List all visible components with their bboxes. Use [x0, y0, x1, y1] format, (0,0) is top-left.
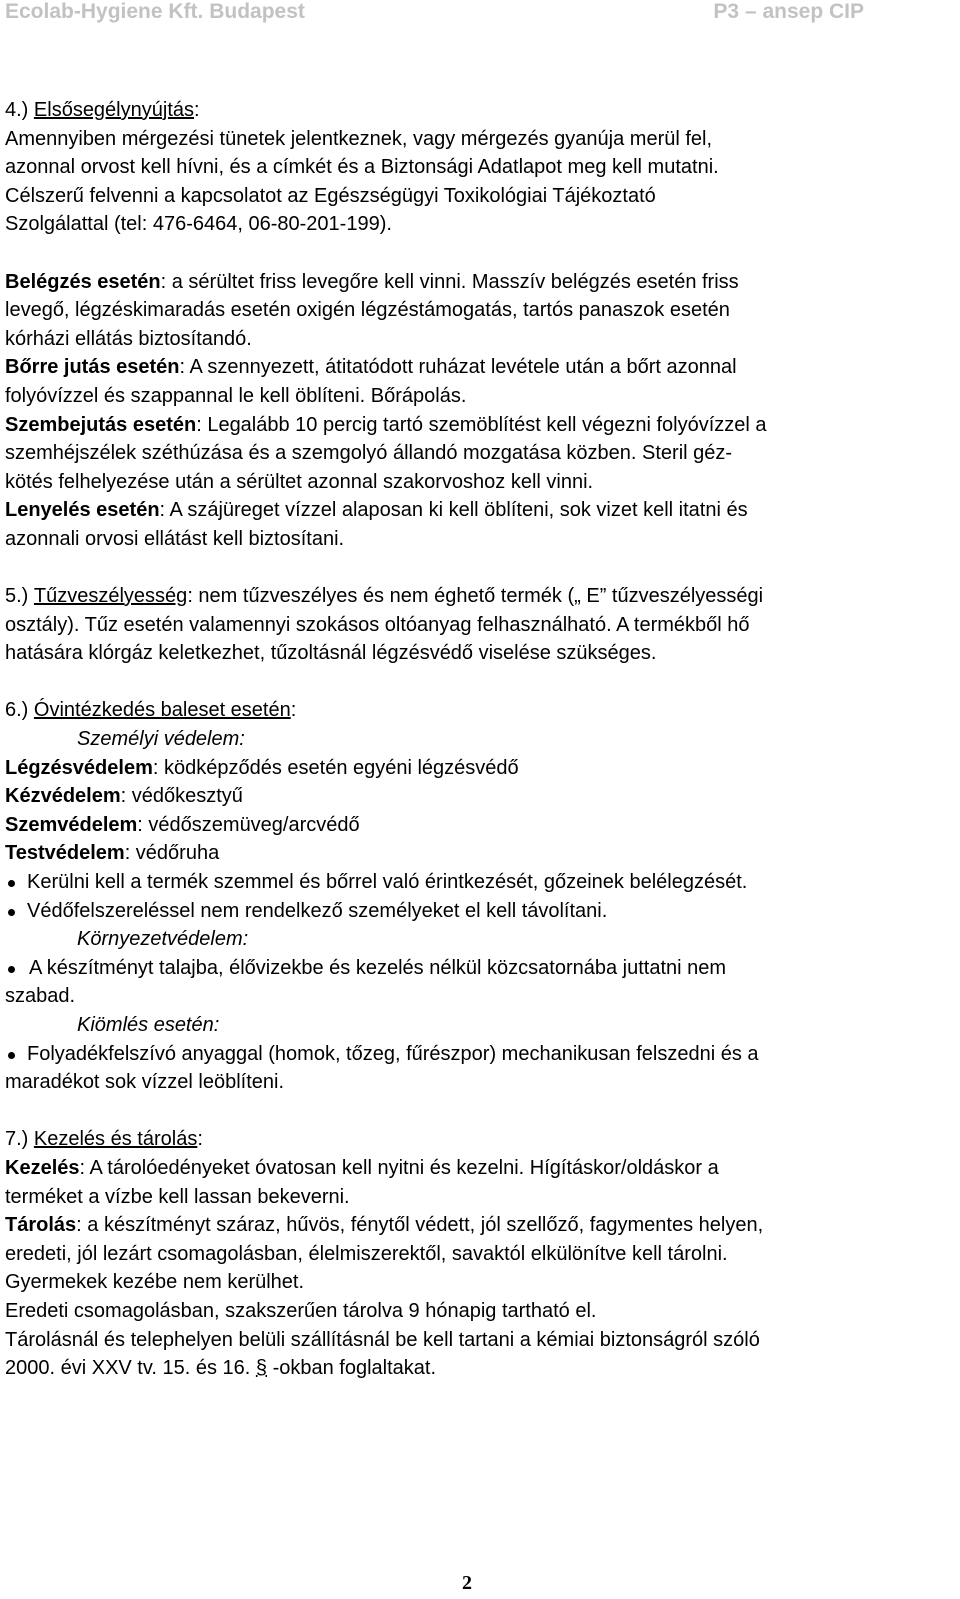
document-body	[5, 96, 945, 1383]
section-4-line: Célszerű felvenni a kapcsolatot az Egészségügyi Toxikológiai Tájékoztató	[5, 184, 656, 207]
list-item-continuation: szabad.	[5, 985, 76, 1008]
eye-protection: Szemvédelem: védőszemüveg/arcvédő	[5, 813, 360, 836]
section-6-title: Óvintézkedés baleset esetén	[33, 699, 291, 722]
handling-line: terméket a vízbe kell lassan bekeverni.	[5, 1185, 350, 1208]
section-5-line: hatására klórgáz keletkezhet, tűzoltásnál légzésvédő viselése szükséges.	[5, 642, 657, 665]
section-5-line: osztály). Tűz esetén valamennyi szokásos oltóanyag felhasználható. A termékből hő	[5, 613, 750, 636]
section-7-heading: 7.) Kezelés és tárolás:	[5, 1128, 203, 1151]
body-protection: Testvédelem: védőruha	[5, 842, 220, 865]
swallow-paragraph: Lenyelés esetén: A szájüreget vízzel alaposan ki kell öblíteni, sok vizet kell itatni és	[5, 499, 748, 522]
respiratory-protection: Légzésvédelem: ködképződés esetén egyéni légzésvédő	[5, 756, 519, 779]
header-document-code: P3 – ansep CIP	[713, 0, 864, 23]
section-4-line: Szolgálattal (tel: 476-6464, 06-80-201-199).	[5, 213, 392, 236]
personal-protection-subheading: Személyi védelem:	[77, 728, 245, 751]
section-4-line: Amennyiben mérgezési tünetek jelentkeznek, vagy mérgezés gyanúja merül fel,	[5, 127, 713, 150]
storage-paragraph: Tárolás: a készítményt száraz, hűvös, fénytől védett, jól szellőző, fagymentes helyen,	[5, 1214, 764, 1237]
list-item-continuation: maradékot sok vízzel leöblíteni.	[5, 1071, 285, 1094]
list-item: Kerülni kell a termék szemmel és bőrrel való érintkezését, gőzeinek belélegzését.	[5, 868, 945, 897]
storage-line: Tárolásnál és telephelyen belüli szállításnál be kell tartani a kémiai biztonságról szóló	[5, 1328, 760, 1351]
section-5-heading: 5.) Tűzveszélyesség: nem tűzveszélyes és nem éghető termék („ E” tűzveszélyességi	[5, 585, 764, 608]
section-4-heading: 4.) Elsősegélynyújtás:	[5, 99, 200, 121]
bullet-icon	[8, 880, 15, 887]
eye-line: kötés felhelyezése után a sérültet azonnal szakorvoshoz kell vinni.	[5, 470, 594, 493]
inhalation-line: kórházi ellátás biztosítandó.	[5, 327, 252, 350]
header-company: Ecolab-Hygiene Kft. Budapest	[5, 0, 305, 23]
section-4-line: azonnal orvost kell hívni, és a címkét és a Biztonsági Adatlapot meg kell mutatni.	[5, 156, 719, 179]
list-item: A készítményt talajba, élővizekbe és kezelés nélkül közcsatornába juttatni nem	[5, 954, 945, 983]
section-7-title: Kezelés és tárolás	[33, 1128, 198, 1151]
eye-paragraph: Szembejutás esetén: Legalább 10 percig tartó szemöblítést kell végezni folyóvízzel a	[5, 413, 767, 436]
environment-subheading: Környezetvédelem:	[77, 928, 249, 951]
section-6-heading: 6.) Óvintézkedés baleset esetén:	[5, 699, 297, 722]
spill-subheading: Kiömlés esetén:	[77, 1014, 220, 1036]
hand-protection: Kézvédelem: védőkesztyű	[5, 785, 243, 808]
skin-line: folyóvízzel és szappannal le kell öblíteni. Bőrápolás.	[5, 384, 467, 407]
page-number: 2	[462, 1572, 472, 1594]
handling-paragraph: Kezelés: A tárolóedényeket óvatosan kell nyitni és kezelni. Hígításkor/oldáskor a	[5, 1156, 719, 1179]
eye-line: szemhéjszélek széthúzása és a szemgolyó állandó mozgatása közben. Steril géz-	[5, 442, 733, 465]
skin-paragraph: Bőrre jutás esetén: A szennyezett, átitatódott ruházat levétele után a bőrt azonnal	[5, 356, 737, 379]
storage-line: eredeti, jól lezárt csomagolásban, élelmiszerektől, savaktól elkülönítve kell tárolni.	[5, 1242, 728, 1265]
swallow-line: azonnali orvosi ellátást kell biztosítani.	[5, 527, 345, 550]
section-sign: §	[255, 1357, 268, 1380]
storage-line: 2000. évi XXV tv. 15. és 16. § -okban foglaltakat.	[5, 1357, 437, 1380]
inhalation-line: levegő, légzéskimaradás esetén oxigén légzéstámogatás, tartós panaszok esetén	[5, 299, 730, 322]
storage-line: Eredeti csomagolásban, szakszerűen tárolva 9 hónapig tartható el.	[5, 1299, 597, 1322]
list-item: Védőfelszereléssel nem rendelkező személyeket el kell távolítani.	[5, 897, 945, 926]
list-item: Folyadékfelszívó anyaggal (homok, tőzeg, fűrészpor) mechanikusan felszedni és a	[5, 1040, 945, 1069]
section-4-title: Elsősegélynyújtás	[33, 99, 194, 121]
bullet-icon	[8, 909, 15, 916]
inhalation-paragraph: Belégzés esetén: a sérültet friss levegőre kell vinni. Masszív belégzés esetén friss	[5, 270, 739, 293]
section-5-title: Tűzveszélyesség	[33, 585, 188, 608]
bullet-icon	[8, 1052, 15, 1059]
storage-line: Gyermekek kezébe nem kerülhet.	[5, 1271, 305, 1294]
bullet-icon	[8, 966, 15, 973]
